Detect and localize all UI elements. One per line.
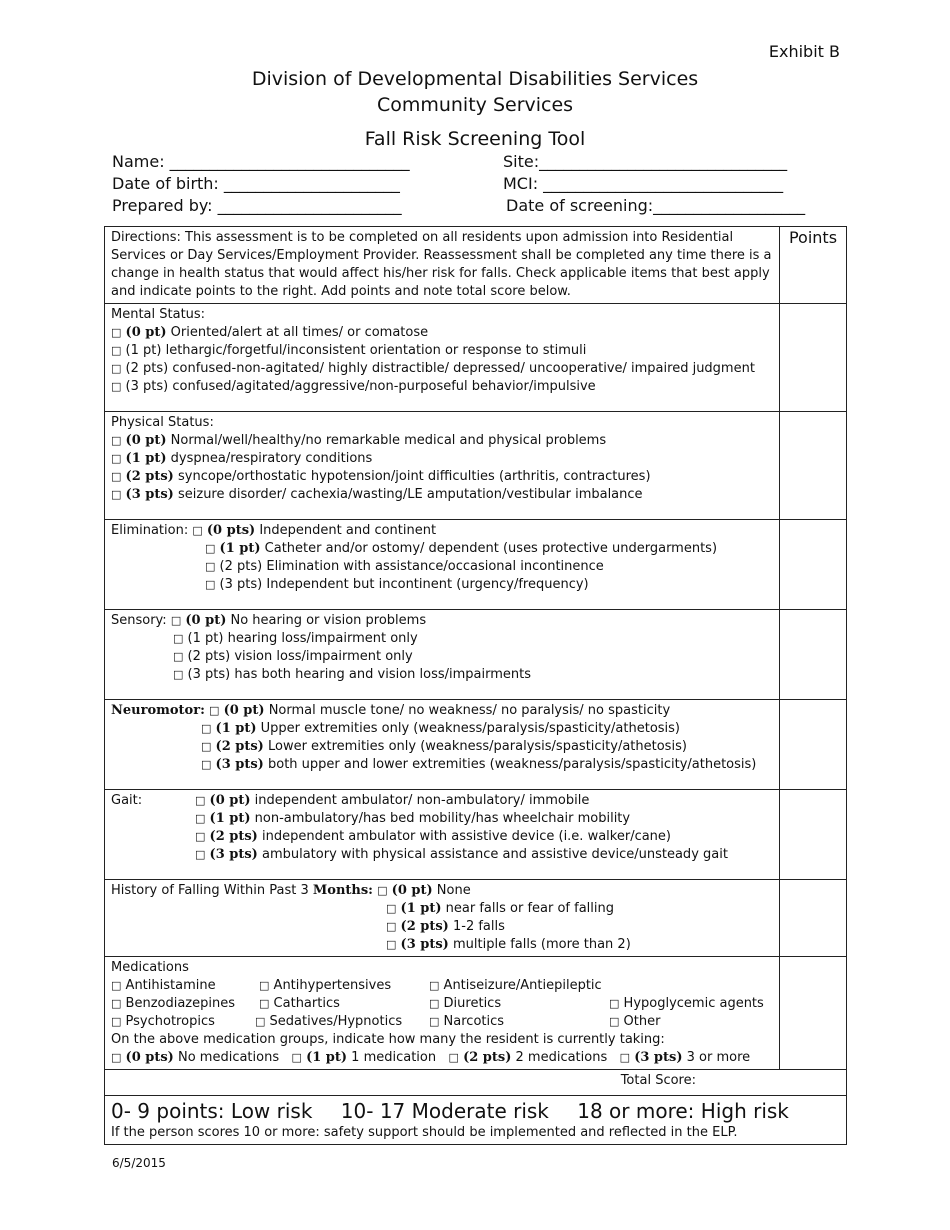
points-header-cell [780,227,847,304]
sensory-label: Sensory: [111,613,167,628]
fall-risk-table [104,226,847,1145]
form-title: Fall Risk Screening Tool [364,128,586,150]
mental-option-1[interactable]: □ (1 pt) lethargic/forgetful/inconsistent orientation or response to stimuli [111,343,587,358]
history-option-2[interactable]: □ (2 pts) 1-2 falls [386,919,505,934]
med-antiseizure[interactable]: □ Antiseizure/Antiepileptic [429,978,602,993]
med-diuretics[interactable]: □ Diuretics [429,996,502,1011]
med-antihypertensives[interactable]: □ Antihypertensives [259,978,392,993]
directions-text: Directions: This assessment is to be completed on all residents upon admission into Residential Services or Day Services/Employment Provider. Reassessment shall be completed any time there is a change in health status that would affect his/her risk for falls. Check applicable items that best apply and indicate points to the right. Add points and note total score below. [105,227,780,304]
med-psychotropics[interactable]: □ Psychotropics [111,1014,215,1029]
mental-option-0[interactable]: □ (0 pt) Oriented/alert at all times/ or comatose [111,325,429,340]
elimination-option-2[interactable]: □ (2 pts) Elimination with assistance/occasional incontinence [205,559,604,574]
gait-option-1[interactable]: □ (1 pt) non-ambulatory/has bed mobility/has wheelchair mobility [195,811,631,826]
physical-option-2[interactable]: □ (2 pts) syncope/orthostatic hypotension/joint difficulties (arthritis, contractures) [111,469,651,484]
history-section [105,880,780,957]
neuromotor-option-1[interactable]: □ (1 pt) Upper extremities only (weakness/paralysis/spasticity/athetosis) [201,721,681,736]
mental-option-3[interactable]: □ (3 pts) confused/agitated/aggressive/non-purposeful behavior/impulsive [111,379,596,394]
points-header: Points [788,228,838,247]
site-field[interactable]: Site:_______________________________ [503,152,788,171]
elimination-points-cell[interactable] [780,520,847,610]
high-risk-label: 18 or more: High risk [577,1099,789,1123]
medication-groups [111,977,773,1031]
med-count-option-1[interactable]: □ (1 pt) 1 medication [291,1050,437,1065]
medications-section [105,957,780,1070]
med-count-option-0[interactable]: □ (0 pts) No medications [111,1050,280,1065]
footer-date: 6/5/2015 [112,1156,166,1170]
medications-label: Medications [111,960,189,975]
mental-status-label: Mental Status: [111,307,206,322]
moderate-risk-label: 10- 17 Moderate risk [340,1099,549,1123]
sensory-option-1[interactable]: □ (1 pt) hearing loss/impairment only [173,631,418,646]
history-option-1[interactable]: □ (1 pt) near falls or fear of falling [386,901,614,916]
history-option-0[interactable]: History of Falling Within Past 3 Months: □ (0 pt) None [111,883,471,898]
sensory-points-cell[interactable] [780,610,847,700]
sensory-option-0[interactable]: Sensory: □ (0 pt) No hearing or vision problems [111,613,427,628]
history-label: History of Falling Within Past 3 [111,883,309,898]
med-count-option-3[interactable]: □ (3 pts) 3 or more [619,1050,751,1065]
neuromotor-points-cell[interactable] [780,700,847,790]
community-services-heading: Community Services [376,94,574,116]
mental-option-2[interactable]: □ (2 pts) confused-non-agitated/ highly distractible/ depressed/ uncooperative/ impaired judgment [111,361,755,376]
med-narcotics[interactable]: □ Narcotics [429,1014,505,1029]
sensory-option-2[interactable]: □ (2 pts) vision loss/impairment only [173,649,413,664]
elimination-section [105,520,780,610]
neuromotor-option-0[interactable]: Neuromotor: □ (0 pt) Normal muscle tone/ no weakness/ no paralysis/ no spasticity [111,703,671,718]
sensory-section [105,610,780,700]
mental-status-section [105,304,780,412]
low-risk-label: 0- 9 points: Low risk [111,1099,313,1123]
physical-points-cell[interactable] [780,412,847,520]
gait-option-2[interactable]: □ (2 pts) independent ambulator with assistive device (i.e. walker/cane) [195,829,671,844]
physical-status-section [105,412,780,520]
elimination-label: Elimination: [111,523,189,538]
sensory-option-3[interactable]: □ (3 pts) has both hearing and vision loss/impairments [173,667,532,682]
med-hypoglycemic[interactable]: □ Hypoglycemic agents [609,996,764,1011]
medication-count-options [111,1049,773,1067]
prepared-by-field[interactable]: Prepared by: _______________________ [112,196,402,215]
med-other[interactable]: □ Other [609,1014,661,1029]
medications-points-cell[interactable] [780,957,847,1070]
risk-legend [105,1096,847,1145]
date-of-screening-field[interactable]: Date of screening:___________________ [506,196,806,215]
med-sedatives[interactable]: □ Sedatives/Hypnotics [255,1014,403,1029]
med-cathartics[interactable]: □ Cathartics [259,996,340,1011]
exhibit-label: Exhibit B [768,42,840,61]
medications-question: On the above medication groups, indicate how many the resident is currently taking: [111,1032,665,1047]
total-score-label[interactable]: Total Score: [105,1070,847,1096]
history-points-cell[interactable] [780,880,847,957]
med-antihistamine[interactable]: □ Antihistamine [111,978,216,993]
neuromotor-label: Neuromotor: [111,703,205,718]
elimination-option-0[interactable]: Elimination: □ (0 pts) Independent and continent [111,523,437,538]
risk-note: If the person scores 10 or more: safety support should be implemented and reflected in the ELP. [111,1125,738,1140]
physical-option-1[interactable]: □ (1 pt) dyspnea/respiratory conditions [111,451,373,466]
gait-label: Gait: [111,793,143,808]
gait-option-0[interactable]: Gait: □ (0 pt) independent ambulator/ non-ambulatory/ immobile [111,793,590,808]
neuromotor-option-2[interactable]: □ (2 pts) Lower extremities only (weakness/paralysis/spasticity/athetosis) [201,739,687,754]
history-option-3[interactable]: □ (3 pts) multiple falls (more than 2) [386,937,631,952]
med-count-option-2[interactable]: □ (2 pts) 2 medications [448,1050,608,1065]
physical-option-0[interactable]: □ (0 pt) Normal/well/healthy/no remarkable medical and physical problems [111,433,607,448]
physical-option-3[interactable]: □ (3 pts) seizure disorder/ cachexia/wasting/LE amputation/vestibular imbalance [111,487,643,502]
neuromotor-option-3[interactable]: □ (3 pts) both upper and lower extremities (weakness/paralysis/spasticity/athetosis) [201,757,757,772]
neuromotor-section [105,700,780,790]
gait-option-3[interactable]: □ (3 pts) ambulatory with physical assistance and assistive device/unsteady gait [195,847,728,862]
mental-points-cell[interactable] [780,304,847,412]
dob-field[interactable]: Date of birth: ______________________ [112,174,400,193]
mci-field[interactable]: MCI: ______________________________ [503,174,784,193]
gait-points-cell[interactable] [780,790,847,880]
gait-section [105,790,780,880]
elimination-option-1[interactable]: □ (1 pt) Catheter and/or ostomy/ dependent (uses protective undergarments) [205,541,718,556]
division-heading: Division of Developmental Disabilities Services [251,68,699,90]
physical-status-label: Physical Status: [111,415,214,430]
elimination-option-3[interactable]: □ (3 pts) Independent but incontinent (urgency/frequency) [205,577,589,592]
name-field[interactable]: Name: ______________________________ [112,152,410,171]
med-benzodiazepines[interactable]: □ Benzodiazepines [111,996,236,1011]
